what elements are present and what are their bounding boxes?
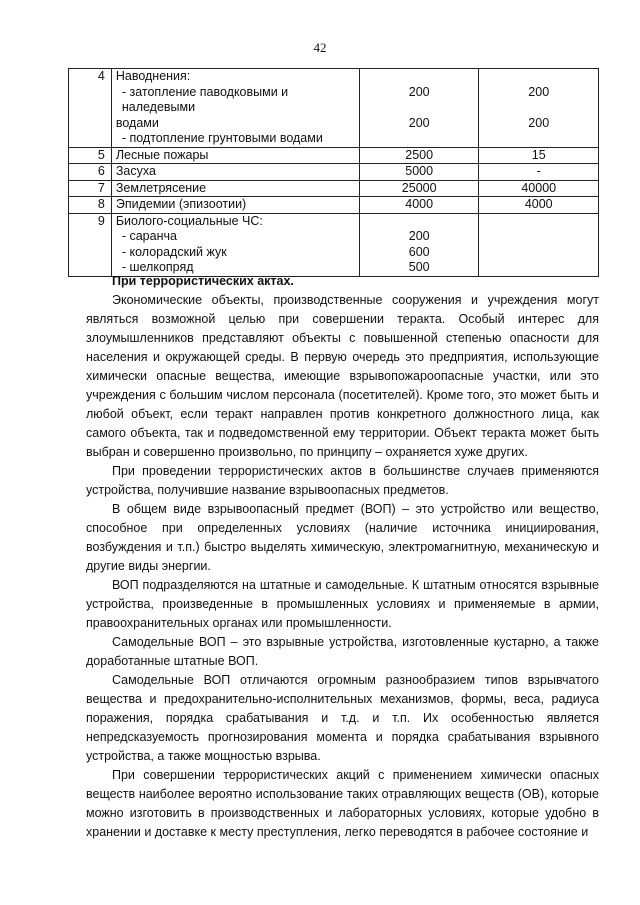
value-col-1 [359,213,479,276]
row-number: 9 [69,213,112,276]
value-col-2 [479,69,599,148]
section-heading: При террористических актах. [112,274,294,288]
row-name: Засуха [111,164,359,181]
table-row [69,147,599,164]
value: 2500 [359,147,479,164]
table-row [69,180,599,197]
value: 200 [408,229,430,243]
table-row [69,213,599,276]
sub-item: - шелкопряд [121,260,194,274]
sub-item: - затопление паводковыми и наледевыми [121,84,289,114]
row-name: Землетрясение [111,180,359,197]
value-col-2 [479,213,599,276]
value: 5000 [359,164,479,181]
row-name: Лесные пожары [111,147,359,164]
row-number: 5 [69,147,112,164]
value: 4000 [479,197,599,214]
value-col-1 [359,69,479,148]
value: 200 [528,84,550,99]
page-number: 42 [313,40,327,55]
table-row [69,164,599,181]
value: 500 [408,260,430,274]
value: 200 [528,115,550,130]
hazard-table [68,68,599,277]
sub-item: водами [115,115,159,130]
row-number: 4 [69,69,112,148]
value: 4000 [359,197,479,214]
row-name [111,69,359,148]
value: 200 [408,115,430,130]
row-title: Наводнения: [115,69,191,83]
paragraph: В общем виде взрывоопасный предмет (ВОП) – это устройство или вещество, способное при определенных условиях (наличие источника инициирования, возбуждения и т.п.) быстро выделять химическую, электромагнитную, механическую и другие виды энергии. [86,502,599,573]
value: 40000 [479,180,599,197]
table-row [69,197,599,214]
value: 15 [479,147,599,164]
paragraph: При проведении террористических актов в большинстве случаев применяются устройства, получившие название взрывоопасных предметов. [86,464,599,497]
sub-item: - колорадский жук [121,244,227,259]
row-number: 7 [69,180,112,197]
value: 25000 [359,180,479,197]
row-name [111,213,359,276]
paragraph: Экономические объекты, производственные сооружения и учреждения могут являться возможной целью при совершении теракта. Особый интерес для злоумышленников представляют объекты с повышенной степенью опасности для населения и окружающей среды. В первую очередь это предприятия, использующие химически опасные вещества, имеющие взрывопожароопасные участки, или это учреждения с большим числом персонала (посетителей). Кроме того, это может быть и любой объект, если теракт направлен против конкретного должностного лица, как самого объекта, так и подведомственной ему территории. Объект теракта может быть выбран и совершенно произвольно, по принципу – охраняется хуже других. [86,293,599,459]
row-number: 6 [69,164,112,181]
row-name: Эпидемии (эпизоотии) [111,197,359,214]
paragraph: При совершении террористических акций с применением химически опасных веществ наиболее вероятно использование таких отравляющих веществ (ОВ), которые можно изготовить в производственных и лабораторных условиях, которые удобно в хранении и доставке к месту преступления, легко переводятся в рабочее состояние и [86,768,599,839]
paragraph: Самодельные ВОП отличаются огромным разнообразием типов взрывчатого вещества и предохранительно-исполнительных механизмов, формы, веса, радиуса поражения, порядка срабатывания и т.д. и т.п. Их особенностью является непредсказуемость прогнозирования момента и порядка срабатывания взрывного устройства, а также мощностью взрыва. [86,673,599,763]
value: - [479,164,599,181]
sub-item: - саранча [121,229,177,243]
paragraph: Самодельные ВОП – это взрывные устройства, изготовленные кустарно, а также доработанные штатные ВОП. [86,635,599,668]
row-title: Биолого-социальные ЧС: [115,213,263,228]
row-number: 8 [69,197,112,214]
table-row [69,69,599,148]
sub-item: - подтопление грунтовыми водами [121,131,323,145]
value: 200 [408,84,430,99]
value: 600 [408,244,430,259]
paragraph: ВОП подразделяются на штатные и самодельные. К штатным относятся взрывные устройства, произведенные в промышленных условиях и применяемые в армии, правоохранительных органах или промышленности. [86,578,599,630]
body-text [86,272,599,842]
